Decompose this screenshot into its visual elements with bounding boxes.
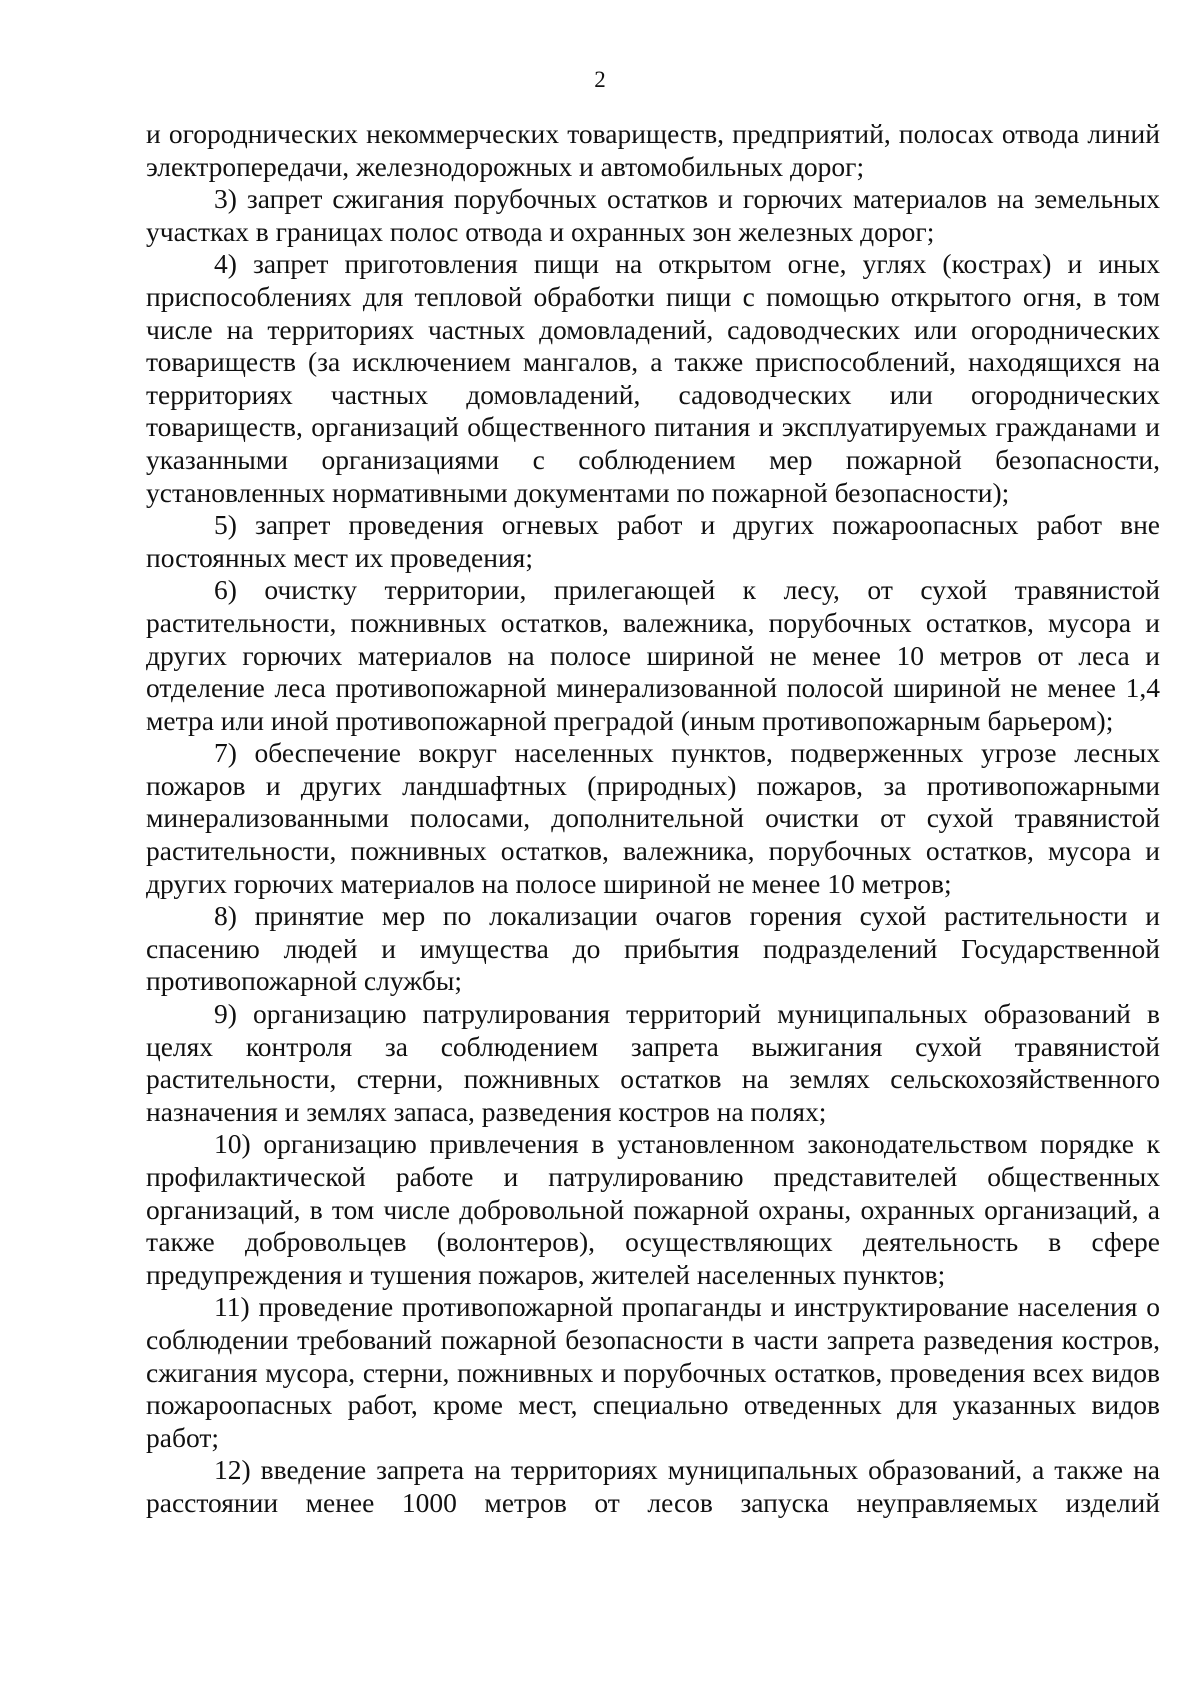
paragraph-item-3: 3) запрет сжигания порубочных остатков и горючих материалов на земельных участках в границах полос отвода и охранных зон железных дорог;	[146, 183, 1160, 247]
paragraph-item-10: 10) организацию привлечения в установленном законодательством порядке к профилактической работе и патрулированию представителей общественных организаций, в том числе добровольной пожарной охраны, охранных организаций, а также добровольцев (волонтеров), осуществляющих деятельность в сфере предупреждения и тушения пожаров, жителей населенных пунктов;	[146, 1128, 1160, 1290]
paragraph-item-7: 7) обеспечение вокруг населенных пунктов, подверженных угрозе лесных пожаров и других ландшафтных (природных) пожаров, за противопожарными минерализованными полосами, дополнительной очистки от сухой травянистой растительности, пожнивных остатков, валежника, порубочных остатков, мусора и других горючих материалов на полосе шириной не менее 10 метров;	[146, 737, 1160, 899]
paragraph-item-12: 12) введение запрета на территориях муниципальных образований, а также на расстоянии менее 1000 метров от лесов запуска неуправляемых изделий	[146, 1454, 1160, 1518]
page-number: 2	[594, 67, 606, 92]
paragraph-item-4: 4) запрет приготовления пищи на открытом огне, углях (кострах) и иных приспособлениях для тепловой обработки пищи с помощью открытого огня, в том числе на территориях частных домовладений, садоводческих или огороднических товариществ (за исключением мангалов, а также приспособлений, находящихся на территориях частных домовладений, садоводческих или огороднических товариществ, организаций общественного питания и эксплуатируемых гражданами и указанными организациями с соблюдением мер пожарной безопасности, установленных нормативными документами по пожарной безопасности);	[146, 248, 1160, 508]
document-body	[146, 118, 1160, 1520]
paragraph-continuation: и огороднических некоммерческих товариществ, предприятий, полосах отвода линий электропередачи, железнодорожных и автомобильных дорог;	[146, 118, 1160, 182]
paragraph-item-5: 5) запрет проведения огневых работ и других пожароопасных работ вне постоянных мест их проведения;	[146, 509, 1160, 573]
paragraph-item-6: 6) очистку территории, прилегающей к лесу, от сухой травянистой растительности, пожнивных остатков, валежника, порубочных остатков, мусора и других горючих материалов на полосе шириной не менее 10 метров от леса и отделение леса противопожарной минерализованной полосой шириной не менее 1,4 метра или иной противопожарной преградой (иным противопожарным барьером);	[146, 574, 1160, 736]
paragraph-item-8: 8) принятие мер по локализации очагов горения сухой растительности и спасению людей и имущества до прибытия подразделений Государственной противопожарной службы;	[146, 900, 1160, 997]
paragraph-item-11: 11) проведение противопожарной пропаганды и инструктирование населения о соблюдении требований пожарной безопасности в части запрета разведения костров, сжигания мусора, стерни, пожнивных и порубочных остатков, проведения всех видов пожароопасных работ, кроме мест, специально отведенных для указанных видов работ;	[146, 1291, 1160, 1453]
paragraph-item-9: 9) организацию патрулирования территорий муниципальных образований в целях контроля за соблюдением запрета выжигания сухой травянистой растительности, стерни, пожнивных остатков на землях сельскохозяйственного назначения и землях запаса, разведения костров на полях;	[146, 998, 1160, 1127]
